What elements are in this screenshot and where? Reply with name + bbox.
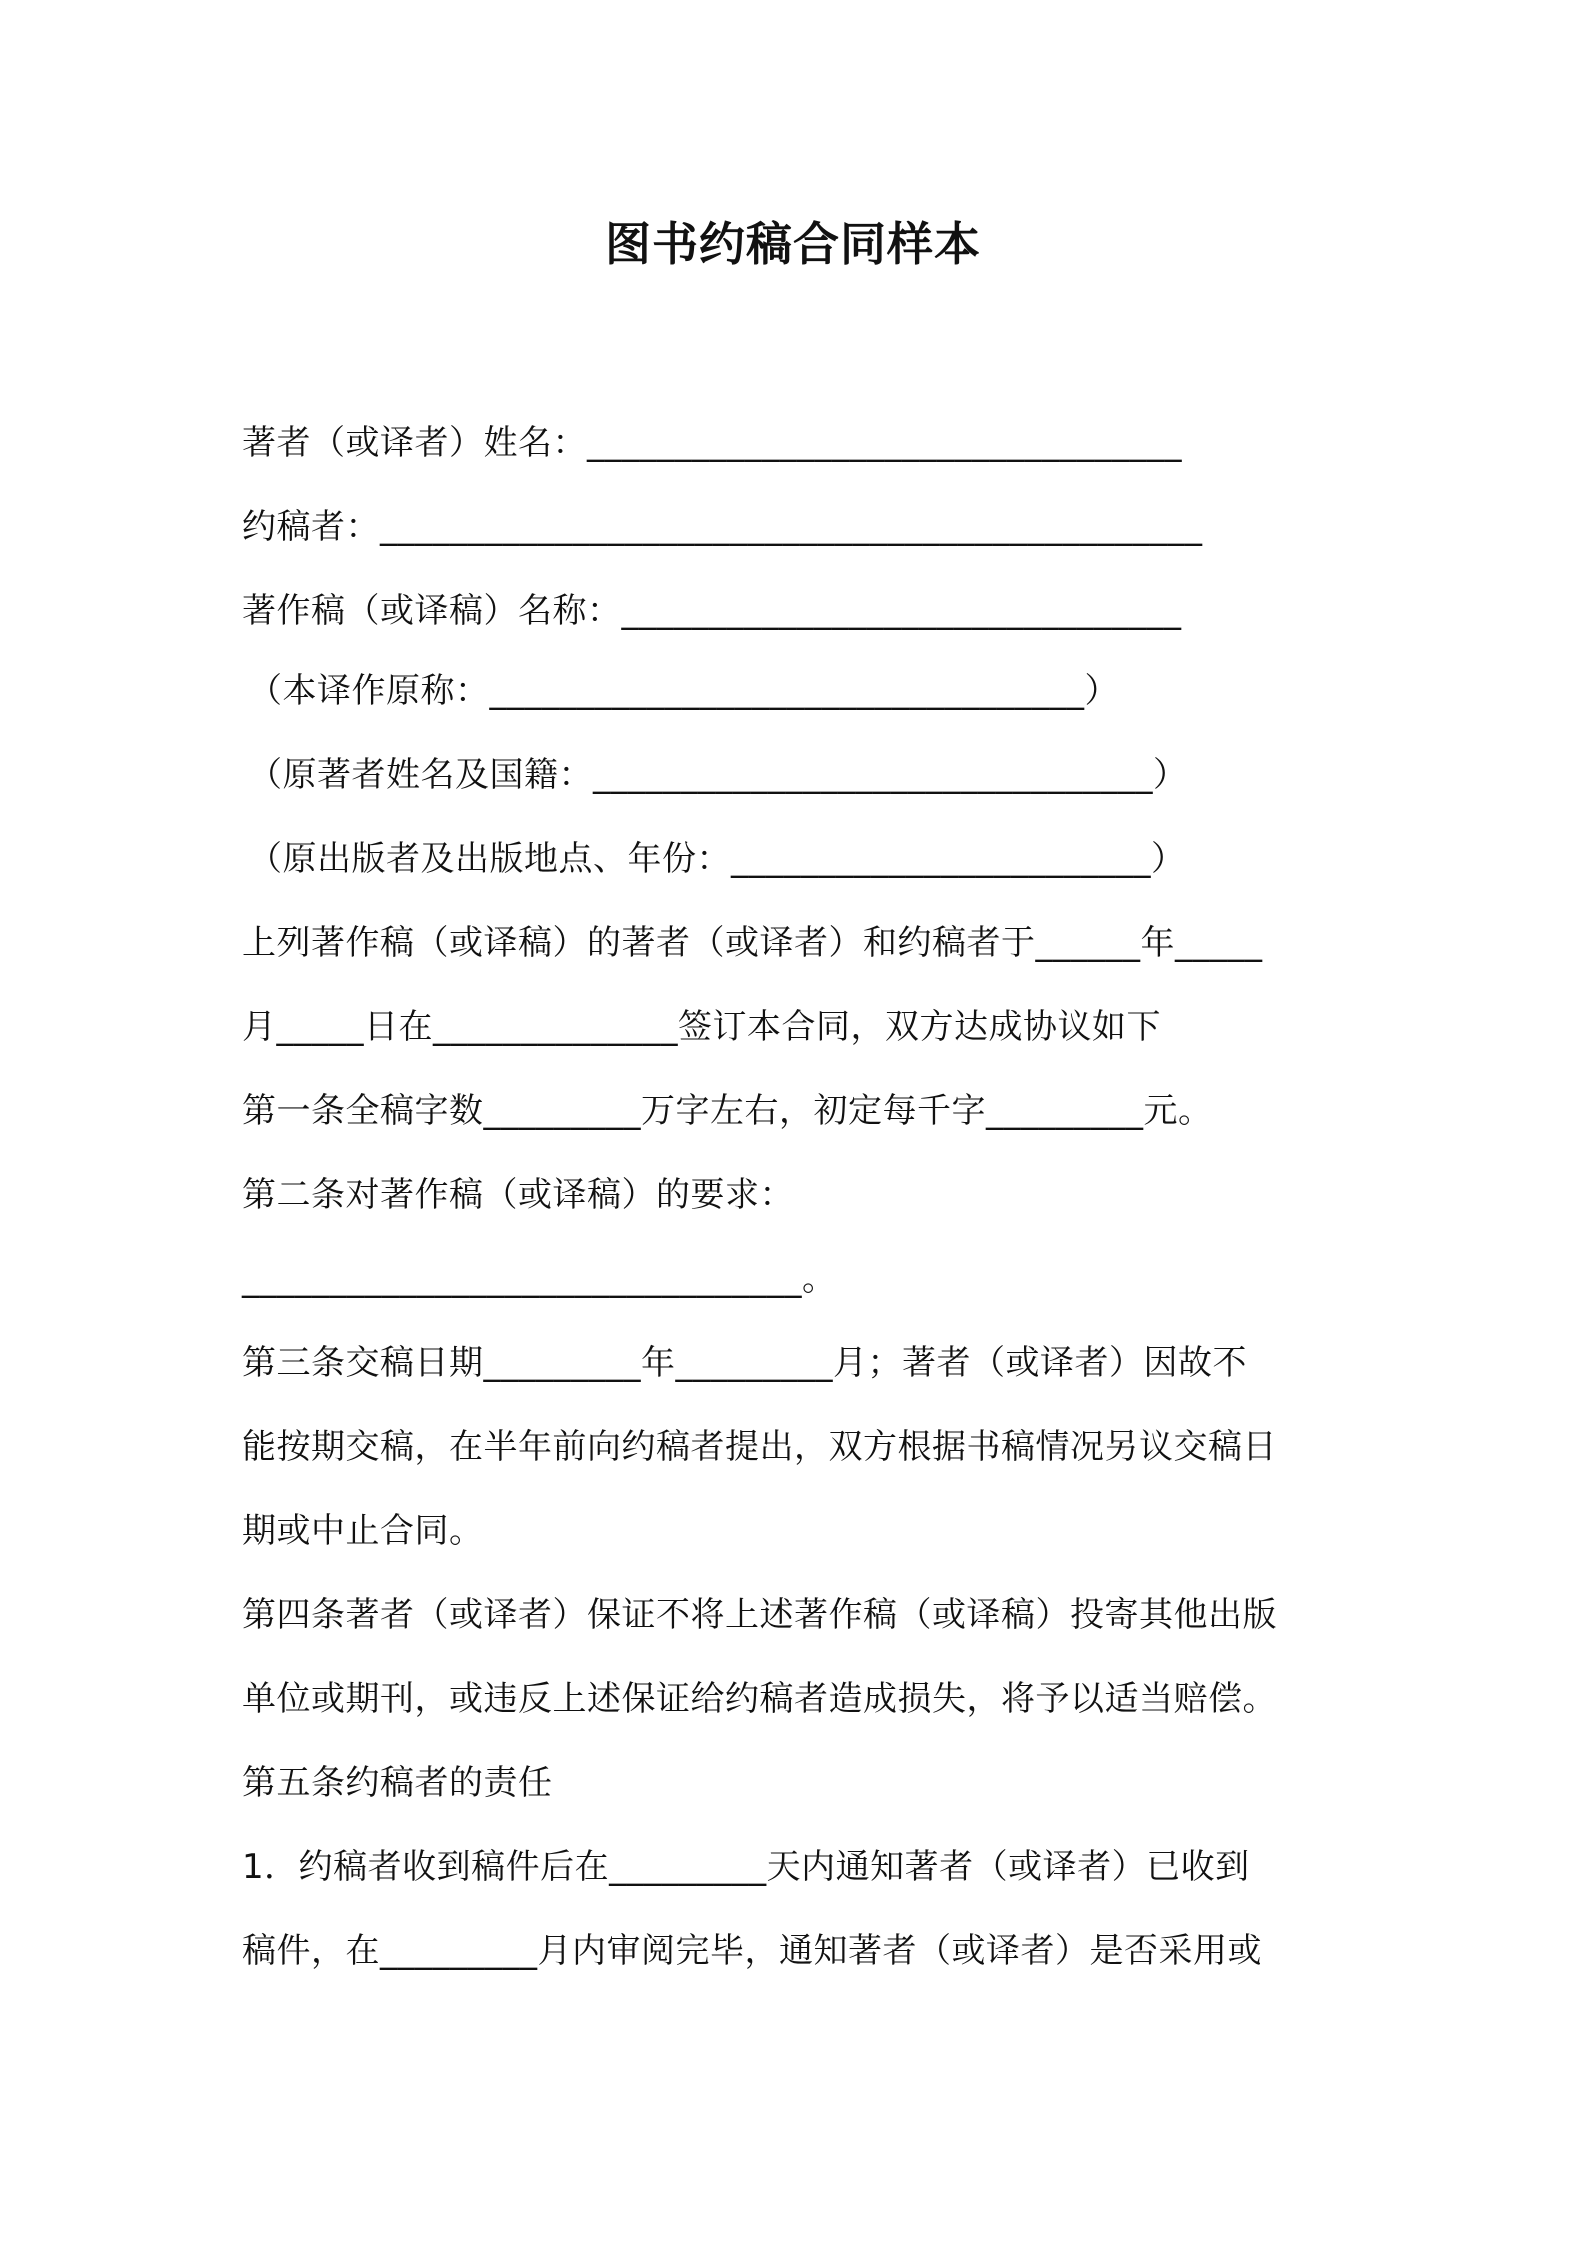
- paragraph-line: 上列著作稿（或译稿）的著者（或译者）和约稿者于______年_____: [242, 923, 1263, 963]
- author-name-line: 著者（或译者）姓名：__________________________________: [242, 423, 1182, 463]
- article-5-heading: 第五条约稿者的责任: [242, 1763, 553, 1803]
- article-2-blank-line: ________________________________。: [242, 1259, 837, 1299]
- manuscript-title-line: 著作稿（或译稿）名称：________________________________: [242, 591, 1182, 631]
- original-author-line: （原著者姓名及国籍：________________________________）: [248, 755, 1188, 795]
- document-title: 图书约稿合同样本: [605, 217, 981, 271]
- article-3-line: 能按期交稿，在半年前向约稿者提出，双方根据书稿情况另议交稿日: [242, 1427, 1277, 1467]
- article-5-item-line: 1．约稿者收到稿件后在_________天内通知著者（或译者）已收到: [242, 1847, 1250, 1887]
- article-3-line: 期或中止合同。: [242, 1511, 484, 1551]
- article-1-line: 第一条全稿字数_________万字左右，初定每千字_________元。: [242, 1091, 1213, 1131]
- paragraph-line: 月_____日在______________签订本合同，双方达成协议如下: [242, 1007, 1161, 1047]
- original-title-line: （本译作原称：__________________________________）: [248, 671, 1119, 711]
- article-4-line: 第四条著者（或译者）保证不将上述著作稿（或译稿）投寄其他出版: [242, 1595, 1277, 1635]
- original-publisher-line: （原出版者及出版地点、年份：________________________）: [248, 839, 1186, 879]
- article-5-item-line: 稿件，在_________月内审阅完毕，通知著者（或译者）是否采用或: [242, 1931, 1262, 1971]
- commissioner-line: 约稿者：_______________________________________________: [242, 507, 1203, 547]
- article-3-line: 第三条交稿日期_________年_________月；著者（或译者）因故不: [242, 1343, 1247, 1383]
- article-4-line: 单位或期刊，或违反上述保证给约稿者造成损失，将予以适当赔偿。: [242, 1679, 1277, 1719]
- article-2-line: 第二条对著作稿（或译稿）的要求：: [242, 1175, 794, 1215]
